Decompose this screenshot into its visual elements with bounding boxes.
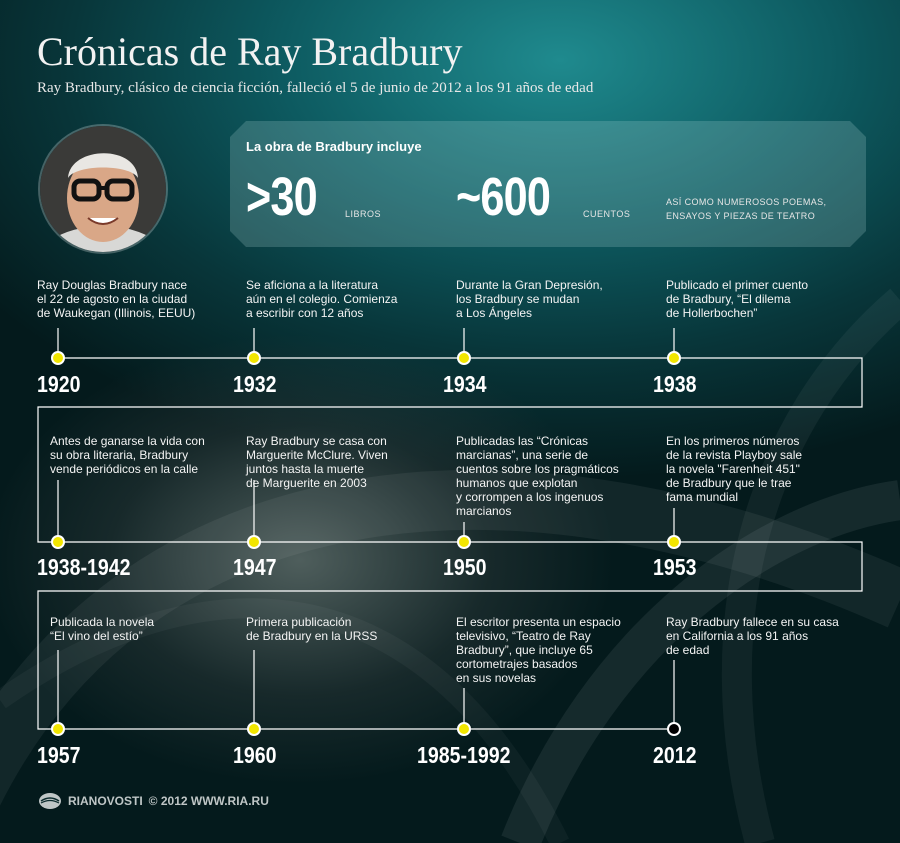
timeline-dot	[668, 536, 680, 548]
event-year: 1985-1992	[417, 742, 511, 768]
event-year: 1960	[233, 742, 277, 768]
event-text: Primera publicación de Bradbury en la URSS	[246, 615, 378, 643]
timeline-dot	[248, 536, 260, 548]
event-year: 1934	[443, 371, 487, 397]
stories-label: CUENTOS	[583, 209, 631, 219]
event-text: El escritor presenta un espacio televisivo, “Teatro de Ray Bradbury”, que incluye 65 cortometrajes basados en sus novelas	[456, 615, 621, 685]
timeline-dot-final	[668, 723, 680, 735]
event-year: 1947	[233, 554, 277, 580]
event-text: En los primeros números de la revista Playboy sale la novela "Farenheit 451" de Bradbury que le trae fama mundial	[666, 434, 803, 504]
timeline-dot	[52, 352, 64, 364]
timeline-dot	[248, 352, 260, 364]
timeline-dot	[458, 723, 470, 735]
event-text: Ray Bradbury fallece en su casa en California a los 91 años de edad	[666, 615, 839, 657]
event-text: Ray Bradbury se casa con Marguerite McClure. Viven juntos hasta la muerte de Marguerite en 2003	[246, 434, 388, 490]
timeline-path	[38, 358, 862, 729]
stories-count: ~600	[456, 167, 551, 227]
works-heading: La obra de Bradbury incluye	[246, 139, 422, 154]
event-text: Se aficiona a la literatura aún en el colegio. Comienza a escribir con 12 años	[246, 278, 398, 320]
event-year: 1938-1942	[37, 554, 131, 580]
timeline-dot	[668, 352, 680, 364]
books-label: LIBROS	[345, 209, 382, 219]
event-year: 1938	[653, 371, 697, 397]
event-year: 1932	[233, 371, 277, 397]
timeline-dot	[248, 723, 260, 735]
event-year: 1920	[37, 371, 81, 397]
footer-brand: RIANOVOSTI	[68, 794, 143, 808]
timeline-dot	[458, 536, 470, 548]
rianovosti-logo-icon	[38, 792, 62, 810]
works-extra: ASÍ COMO NUMEROSOS POEMAS, ENSAYOS Y PIEZAS DE TEATRO	[666, 197, 827, 221]
event-text: Publicadas las “Crónicas marcianas”, una serie de cuentos sobre los pragmáticos humanos que explotan y corrompen a los ingenuos marcianos	[456, 434, 619, 518]
timeline-dot	[52, 723, 64, 735]
event-text: Publicado el primer cuento de Bradbury, “El dilema de Hollerbochen”	[666, 278, 809, 320]
event-year: 2012	[653, 742, 697, 768]
event-year: 1957	[37, 742, 81, 768]
books-count: >30	[246, 167, 317, 227]
footer-copyright: © 2012 WWW.RIA.RU	[148, 794, 269, 808]
timeline-dot	[458, 352, 470, 364]
page-title: Crónicas de Ray Bradbury	[37, 29, 463, 74]
footer	[38, 792, 269, 810]
event-year: 1950	[443, 554, 487, 580]
event-text: Publicada la novela “El vino del estío”	[50, 615, 155, 643]
page-subtitle: Ray Bradbury, clásico de ciencia ficción, falleció el 5 de junio de 2012 a los 91 años de edad	[37, 80, 594, 96]
event-text: Ray Douglas Bradbury nace el 22 de agosto en la ciudad de Waukegan (Illinois, EEUU)	[37, 278, 196, 320]
event-text: Antes de ganarse la vida con su obra literaria, Bradbury vende periódicos en la calle	[50, 434, 205, 476]
event-year: 1953	[653, 554, 697, 580]
event-text: Durante la Gran Depresión, los Bradbury se mudan a Los Ángeles	[456, 278, 603, 320]
timeline-dot	[52, 536, 64, 548]
